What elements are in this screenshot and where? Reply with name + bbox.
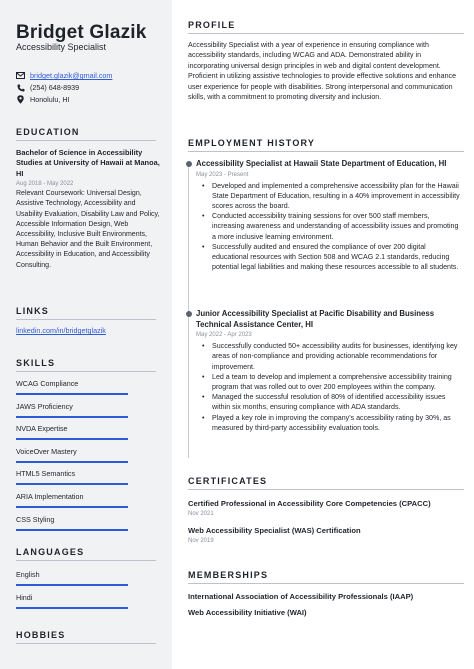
- skill-level-fill: [16, 393, 128, 395]
- job-date: May 2023 - Present: [196, 171, 249, 178]
- skill-level-bar: [16, 393, 128, 395]
- memberships-divider: [188, 583, 464, 584]
- skill-level-fill: [16, 529, 128, 531]
- contact-email-row: [16, 71, 112, 80]
- languages-heading: LANGUAGES: [16, 547, 85, 557]
- skill-name: VoiceOver Mastery: [16, 446, 77, 456]
- skill-name: NVDA Expertise: [16, 424, 68, 434]
- skill-level-fill: [16, 506, 128, 508]
- membership-item: International Association of Accessibility Professionals (IAAP): [188, 592, 414, 601]
- education-title: Bachelor of Science in Accessibility Studies at University of Hawaii at Manoa, HI: [16, 148, 160, 178]
- phone-icon: [16, 83, 25, 92]
- education-entry: [16, 148, 162, 271]
- hobbies-heading: HOBBIES: [16, 630, 66, 640]
- job-bullet: • Played a key role in improving the company's accessibility rating by 30%, as measured by third-party accessibility evaluation tools.: [196, 413, 462, 433]
- job-title: Accessibility Specialist at Hawaii State Department of Education, HI: [196, 159, 447, 168]
- job-entry: [196, 309, 462, 433]
- language-item: [16, 570, 128, 586]
- profile-heading: PROFILE: [188, 20, 236, 30]
- skill-level-bar: [16, 483, 128, 485]
- certificate-date: Nov 2019: [188, 538, 214, 544]
- profile-divider: [188, 33, 464, 34]
- email-icon: [16, 71, 25, 80]
- email-link[interactable]: bridget.glazik@gmail.com: [30, 71, 113, 80]
- skill-name: WCAG Compliance: [16, 379, 79, 388]
- job-bullet: • Managed the successful resolution of 80% of identified accessibility issues within six months, ensuring compliance with ADA standards.: [196, 392, 462, 412]
- job-bullet: • Successfully audited and ensured the compliance of over 200 digital educational resources with Section 508 and WCAG 2.1 standards, reducing potential legal liabilities and making these resources accessible to all students.: [196, 242, 462, 273]
- education-date: Aug 2018 - May 2022: [16, 181, 74, 188]
- links-divider: [16, 319, 156, 320]
- skill-level-bar: [16, 438, 128, 440]
- skill-level-bar: [16, 416, 128, 418]
- linkedin-link[interactable]: linkedin.com/in/bridgetglazik: [16, 326, 106, 335]
- job-bullet: • Led a team to develop and implement a comprehensive accessibility training program that was rolled out to over 200 employees within the company.: [196, 372, 462, 392]
- skill-name: ARIA Implementation: [16, 492, 84, 501]
- skill-level-bar: [16, 529, 128, 531]
- skill-level-fill: [16, 438, 128, 440]
- job-date: May 2022 - Apr 2023: [196, 332, 252, 339]
- skill-item: [16, 515, 128, 531]
- skill-level-fill: [16, 483, 128, 485]
- hobbies-divider: [16, 643, 156, 644]
- job-bullet: • Developed and implemented a comprehensive accessibility plan for the Hawaii State Department of Education, resulting in a 40% improvement in accessibility scores across the board.: [196, 181, 462, 212]
- education-divider: [16, 140, 156, 141]
- job-title: Junior Accessibility Specialist at Pacific Disability and Business Technical Assistance Center, HI: [196, 309, 435, 329]
- timeline-dot: [186, 161, 192, 167]
- skill-name: HTML5 Semantics: [16, 469, 76, 479]
- skill-level-fill: [16, 461, 128, 463]
- certificates-heading: CERTIFICATES: [188, 476, 268, 486]
- candidate-role: Accessibility Specialist: [16, 42, 107, 52]
- location-icon: [16, 95, 25, 104]
- skill-name: JAWS Proficiency: [16, 401, 73, 411]
- profile-summary: Accessibility Specialist with a year of experience in ensuring compliance with accessibility standards, including WCAG and ADA. Demonstrated ability in incorporating universal design principles in web and digital content development. Proficient in utilizing assistive technologies to provide effective solutions and enhance user experience for people with disabilities. Strong interpersonal and communication skills, with a commitment to promoting diversity and inclusion.: [188, 41, 457, 102]
- skill-item: [16, 402, 128, 418]
- location: Honolulu, HI: [30, 95, 70, 104]
- skill-item: [16, 469, 128, 485]
- skills-heading: SKILLS: [16, 358, 56, 368]
- job-bullets: [196, 341, 462, 433]
- language-level-fill: [16, 584, 128, 586]
- job-bullets: [196, 181, 462, 273]
- language-name: English: [16, 570, 40, 579]
- education-coursework: Relevant Coursework: Universal Design, Assistive Technology, Accessibility and Usability Evaluation, Disability Law and Policy, Accessible Information Design, Web Accessibility, Inclusive Built Environments, Human Behavior and the Built Environment, Accessibility in Education, and Accessibility Consulting.: [16, 190, 160, 269]
- job-bullet: • Conducted accessibility training sessions for over 500 staff members, increasing awareness and understanding of accessibility issues and promoting a more inclusive learning environment.: [196, 211, 462, 242]
- job-bullet: • Successfully conducted 50+ accessibility audits for businesses, identifying key areas of non-compliance and providing actionable recommendations for improvement.: [196, 341, 462, 372]
- skill-level-fill: [16, 416, 128, 418]
- timeline-line: [188, 162, 189, 458]
- certificates-divider: [188, 489, 464, 490]
- languages-divider: [16, 560, 156, 561]
- job-entry: [196, 159, 462, 272]
- certificate-title: Certified Professional in Accessibility Core Competencies (CPACC): [188, 499, 431, 508]
- employment-divider: [188, 151, 464, 152]
- language-item: [16, 593, 128, 609]
- certificate-title: Web Accessibility Specialist (WAS) Certification: [188, 526, 361, 535]
- language-level-fill: [16, 607, 128, 609]
- language-level-bar: [16, 607, 128, 609]
- sidebar: [0, 0, 172, 669]
- timeline-dot: [186, 311, 192, 317]
- skill-item: [16, 492, 128, 508]
- links-heading: LINKS: [16, 306, 49, 316]
- skills-divider: [16, 371, 156, 372]
- contact-location-row: [16, 95, 70, 104]
- language-name: Hindi: [16, 592, 33, 602]
- skill-item: [16, 379, 128, 395]
- memberships-heading: MEMBERSHIPS: [188, 570, 269, 580]
- certificate-entry: [188, 526, 464, 545]
- membership-item: Web Accessibility Initiative (WAI): [188, 608, 307, 617]
- skill-name: CSS Styling: [16, 514, 55, 524]
- candidate-name: Bridget Glazik: [16, 22, 147, 43]
- certificate-date: Nov 2021: [188, 511, 214, 517]
- contact-phone-row: [16, 83, 79, 92]
- certificate-entry: [188, 499, 464, 518]
- skill-level-bar: [16, 506, 128, 508]
- education-heading: EDUCATION: [16, 127, 80, 137]
- phone-number: (254) 648-8939: [30, 83, 80, 92]
- employment-heading: EMPLOYMENT HISTORY: [188, 138, 316, 148]
- main-content: [172, 0, 474, 669]
- skill-item: [16, 424, 128, 440]
- language-level-bar: [16, 584, 128, 586]
- skill-level-bar: [16, 461, 128, 463]
- skill-item: [16, 447, 128, 463]
